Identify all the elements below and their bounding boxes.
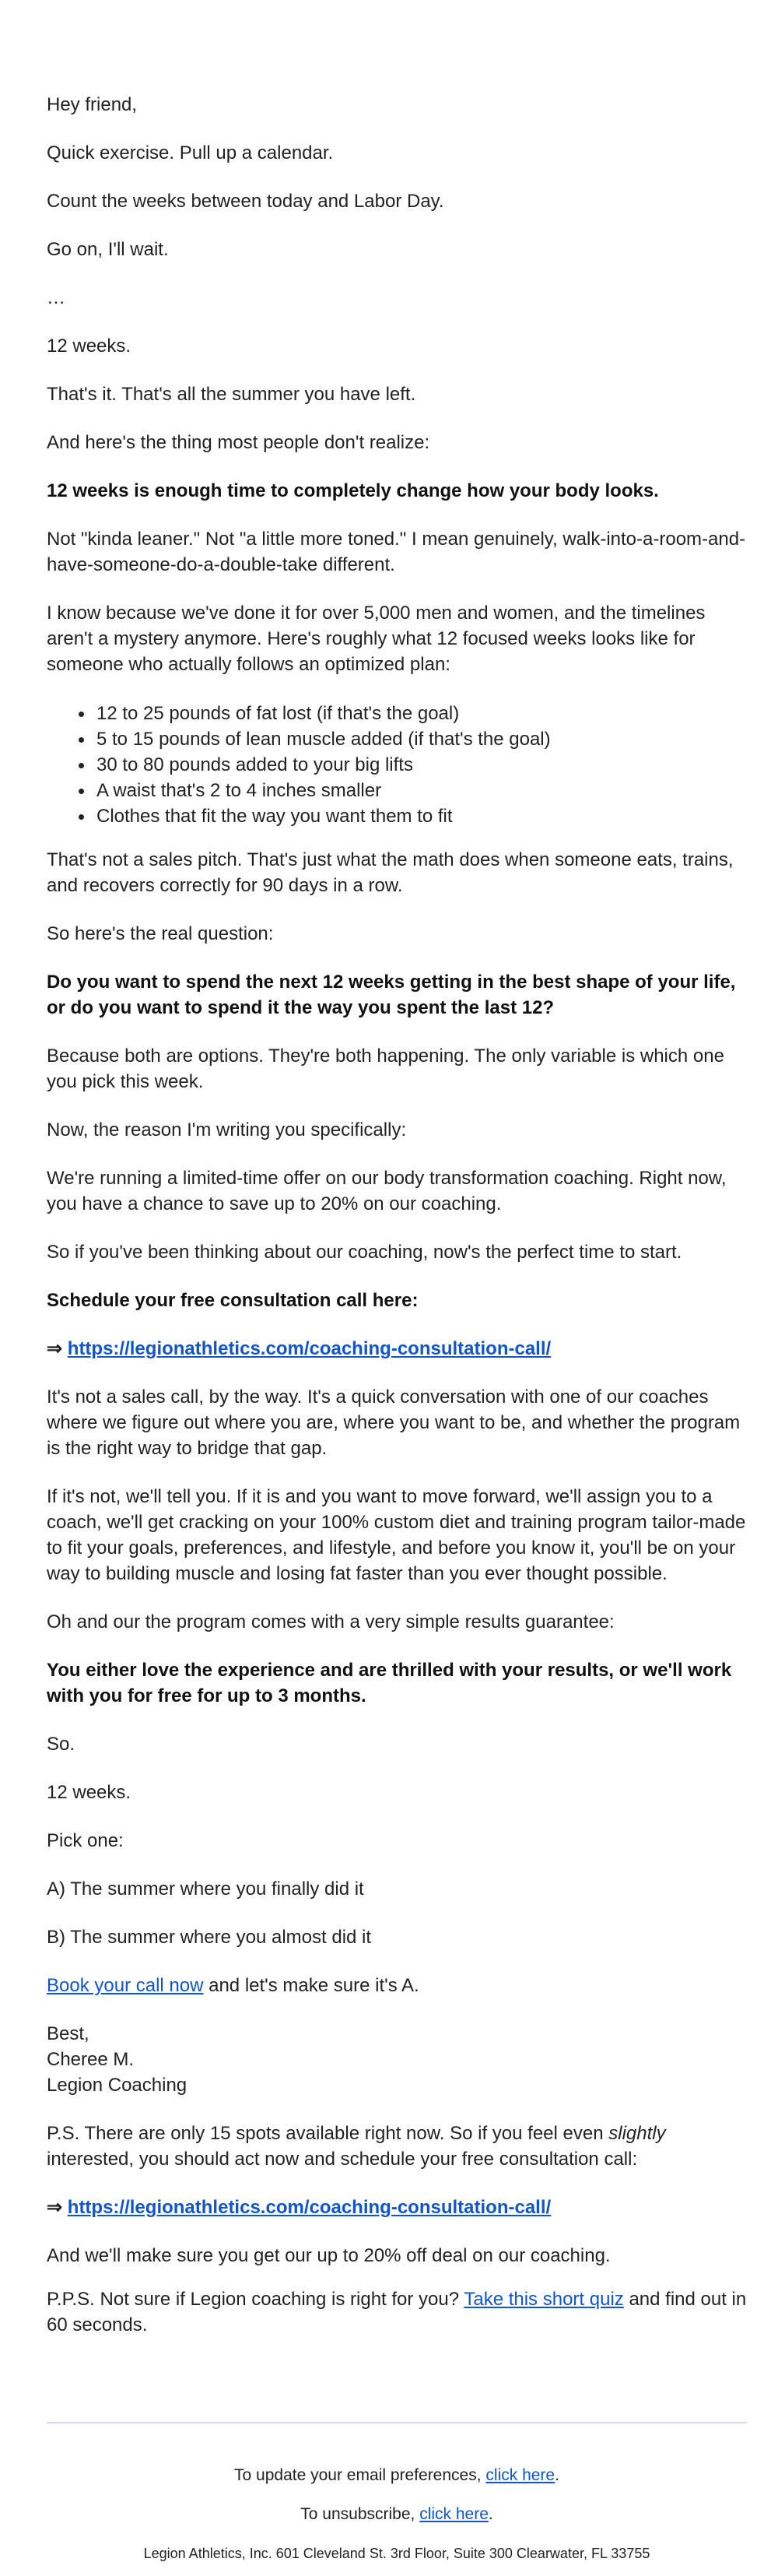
bullet-icon [79, 712, 84, 717]
paragraph: It's not a sales call, by the way. It's a quick conversation with one of our coaches where we figure out where you are, where you want to be, and whether the program is the right way to bridge that gap. [47, 1386, 741, 1459]
paragraph: If it's not, we'll tell you. If it is and you want to move forward, we'll assign you to a coach, we'll get cracking on your 100% custom diet and training program tailor-made to fit your goals, preferences, and lifestyle, and before you know it, you'll be on your way to building muscle and losing fat faster than you ever thought possible. [47, 1486, 746, 1584]
paragraph: We're running a limited-time offer on our body transformation coaching. Right now, you have a chance to save up to 20% on our coaching. [47, 1168, 727, 1214]
paragraph: Now, the reason I'm writing you specifically: [47, 1119, 407, 1140]
bold-question: Do you want to spend the next 12 weeks getting in the best shape of your life, or do you want to spend it the way you spent the last 12? [47, 972, 736, 1018]
arrow-icon: ⇒ [47, 1338, 63, 1359]
paragraph: And here's the thing most people don't realize: [47, 432, 430, 453]
consultation-link-line [47, 1336, 747, 1362]
quiz-link[interactable]: Take this short quiz [464, 2289, 624, 2310]
consultation-link[interactable]: https://legionathletics.com/coaching-consultation-call/ [67, 1338, 552, 1359]
arrow-icon: ⇒ [47, 2197, 63, 2218]
paragraph: Because both are options. They're both happening. The only variable is which one you pick this week. [47, 1046, 724, 1092]
paragraph: That's it. That's all the summer you have left. [47, 384, 416, 405]
sender-org: Legion Coaching [47, 2075, 187, 2096]
paragraph: And we'll make sure you get our up to 20% off deal on our coaching. [47, 2245, 611, 2266]
paragraph: So. [47, 1734, 75, 1755]
paragraph: 12 weeks. [47, 1782, 131, 1803]
paragraph: 12 weeks. [47, 336, 131, 357]
list-item: A waist that's 2 to 4 inches smaller [47, 778, 747, 803]
unsubscribe-line: To unsubscribe, click here. [300, 2505, 493, 2523]
paragraph: Not "kinda leaner." Not "a little more toned." I mean genuinely, walk-into-a-room-and-have-someone-do-a-double-take different. [47, 529, 746, 575]
option-a: A) The summer where you finally did it [47, 1878, 364, 1899]
post-postscript: P.P.S. Not sure if Legion coaching is right for you? Take this short quiz and find out in 60 seconds. [47, 2289, 747, 2335]
paragraph: Go on, I'll wait. [47, 239, 169, 260]
company-address: Legion Athletics, Inc. 601 Cleveland St. 3rd Floor, Suite 300 Clearwater, FL 33755 [143, 2546, 650, 2561]
bullet-icon [79, 763, 84, 768]
paragraph: Pick one: [47, 1830, 124, 1851]
footer-divider [47, 2422, 747, 2423]
paragraph: Oh and our the program comes with a very simple results guarantee: [47, 1611, 615, 1632]
signoff: Best, [47, 2023, 89, 2044]
unsubscribe-link[interactable]: click here [419, 2505, 489, 2523]
guarantee-statement: You either love the experience and are thrilled with your results, or we'll work with you for free for up to 3 months. [47, 1660, 732, 1706]
consultation-link-ps[interactable]: https://legionathletics.com/coaching-consultation-call/ [67, 2197, 552, 2218]
option-b: B) The summer where you almost did it [47, 1927, 372, 1948]
postscript: P.S. There are only 15 spots available right now. So if you feel even slightly interested, you should act now and schedule your free consultation call: [47, 2123, 666, 2170]
paragraph: … [47, 287, 65, 308]
book-call-line: Book your call now and let's make sure it's A. [47, 1975, 419, 1996]
paragraph: So if you've been thinking about our coaching, now's the perfect time to start. [47, 1242, 682, 1263]
signature [47, 2021, 747, 2098]
bullet-icon [79, 789, 84, 794]
book-call-link[interactable]: Book your call now [47, 1975, 204, 1996]
paragraph: Count the weeks between today and Labor Day. [47, 191, 444, 212]
greeting: Hey friend, [47, 94, 138, 115]
list-item: 5 to 15 pounds of lean muscle added (if that's the goal) [47, 726, 747, 752]
bullet-icon [79, 737, 84, 743]
list-item: Clothes that fit the way you want them to fit [47, 803, 747, 829]
email-preferences-line: To update your email preferences, click here. [234, 2466, 559, 2484]
bullet-icon [79, 814, 84, 820]
paragraph: Quick exercise. Pull up a calendar. [47, 142, 334, 163]
consultation-link-line [47, 2195, 747, 2220]
email-preferences-link[interactable]: click here [485, 2466, 555, 2484]
paragraph: That's not a sales pitch. That's just what the math does when someone eats, trains, and recovers correctly for 90 days in a row. [47, 849, 734, 896]
results-list [47, 701, 747, 829]
list-item: 30 to 80 pounds added to your big lifts [47, 752, 747, 778]
list-item: 12 to 25 pounds of fat lost (if that's the goal) [47, 701, 747, 726]
paragraph: So here's the real question: [47, 923, 274, 944]
sender-name: Cheree M. [47, 2049, 135, 2070]
paragraph: I know because we've done it for over 5,000 men and women, and the timelines aren't a mystery anymore. Here's roughly what 12 focused weeks looks like for someone who actually follows an optimized plan: [47, 603, 706, 675]
bold-statement: 12 weeks is enough time to completely change how your body looks. [47, 480, 659, 501]
cta-heading: Schedule your free consultation call here: [47, 1290, 419, 1311]
